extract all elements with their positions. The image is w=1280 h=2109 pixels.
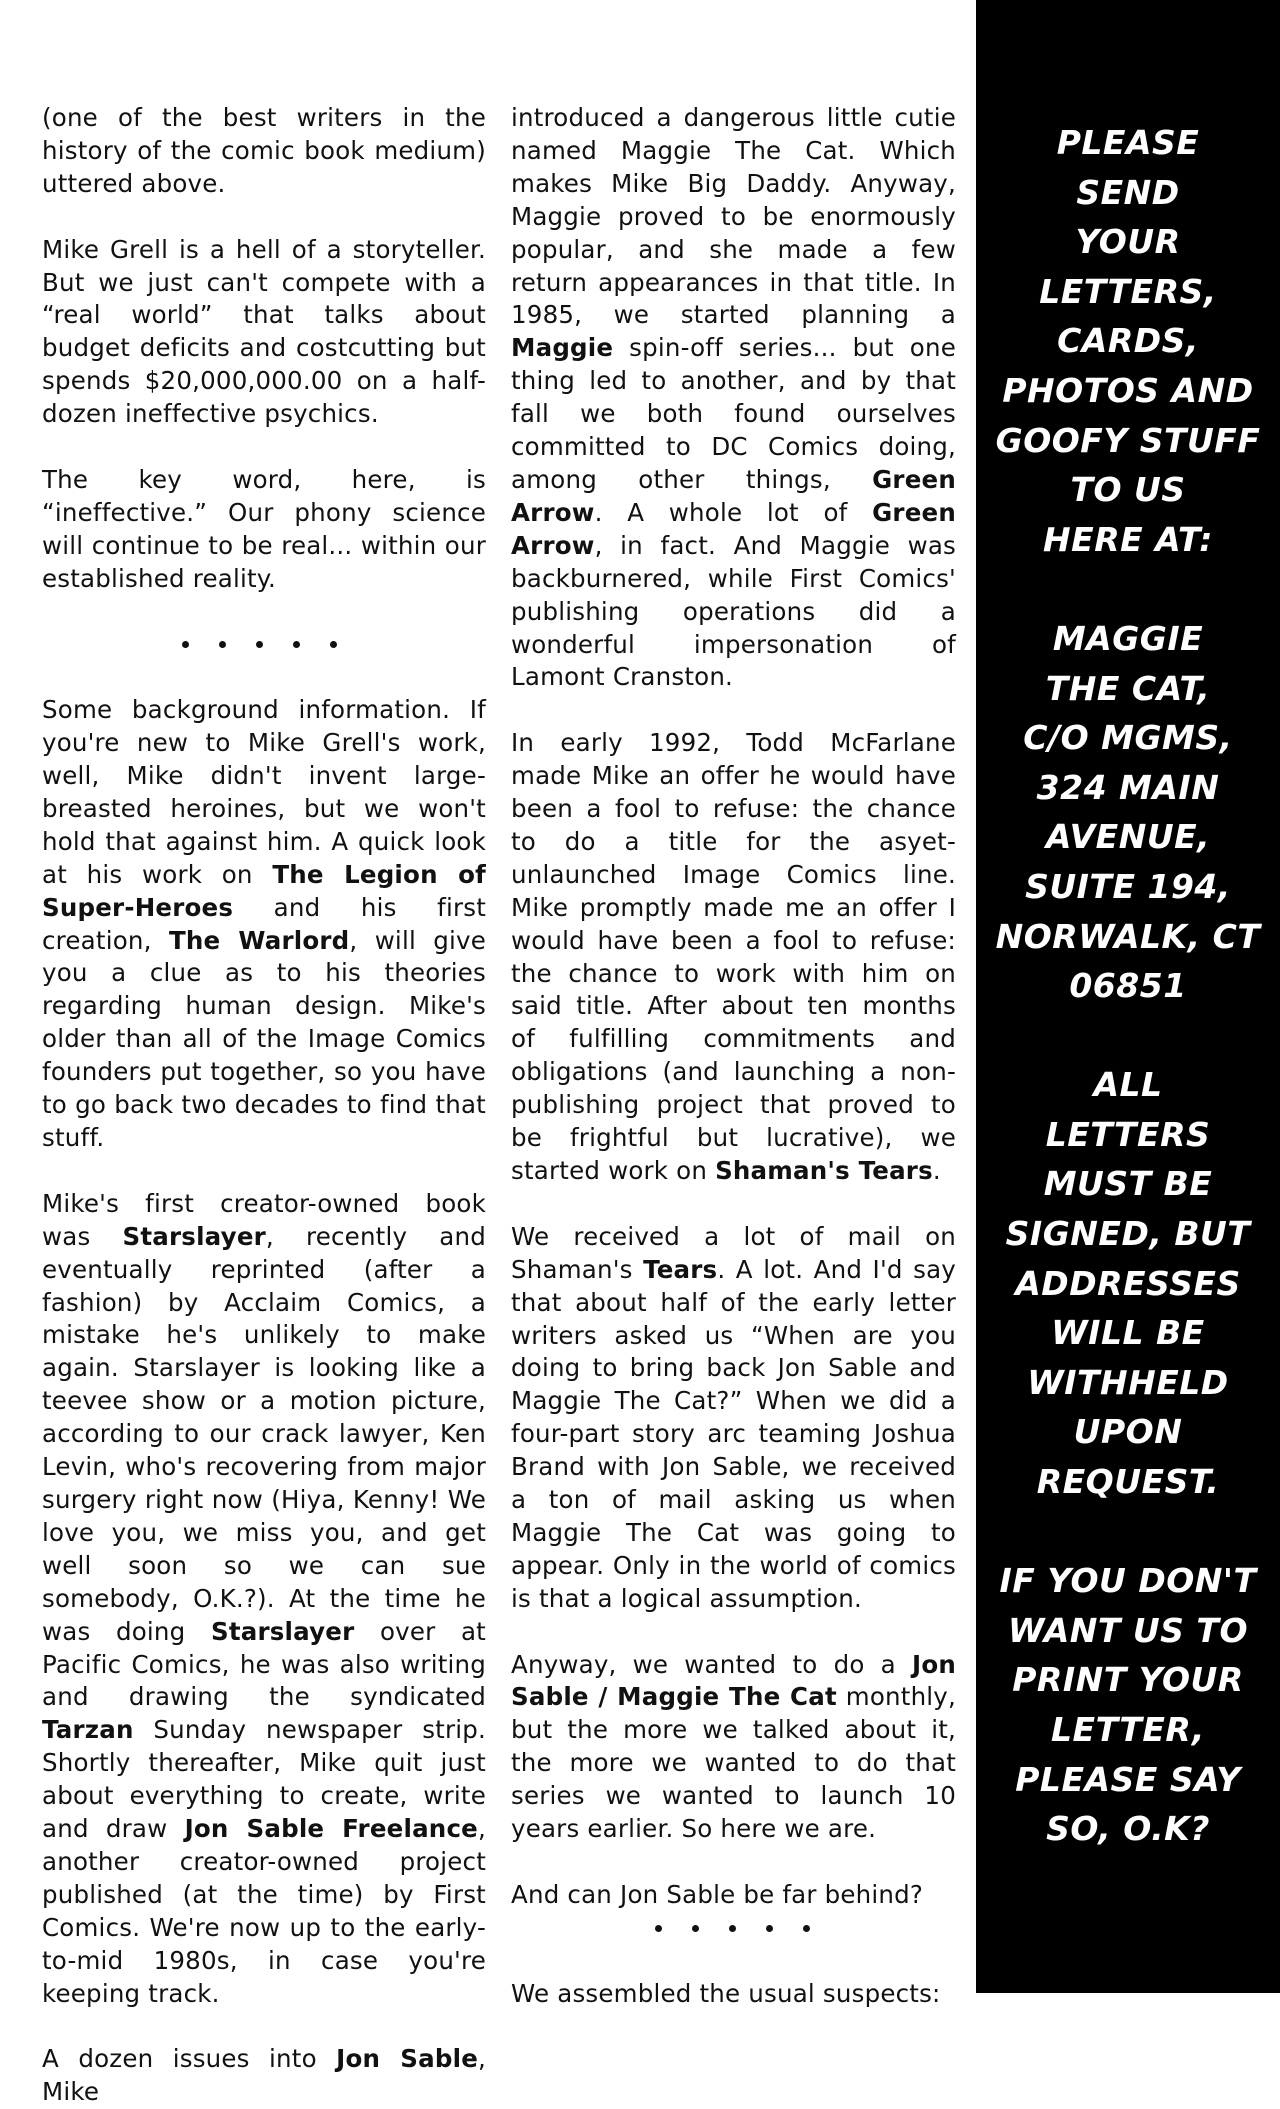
sidebar-text bbox=[976, 118, 1280, 1903]
sidebar-block-rules bbox=[976, 1060, 1280, 1506]
sidebar-line: PHOTOS AND bbox=[1002, 370, 1254, 410]
paragraph: Mike's first creator-owned book was Starslayer, recently and eventually reprinted (after a fashion) by Acclaim Comics, a mistake he's unlikely to make again. Starslayer is looking like a teevee show or a motion picture, according to our crack lawyer, Ken Levin, who's recovering from major surgery right now (Hiya, Kenny! We love you, we miss you, and get well soon so we can sue somebody, O.K.?). At the time he was doing Starslayer over at Pacific Comics, he was also writing and drawing the syndicated Tarzan Sunday newspaper strip. Shortly thereafter, Mike quit just about everything to create, write and draw Jon Sable Freelance, another creator-owned project published (at the time) by First Comics. We're now up to the early-to-mid 1980s, in case you're keeping track. bbox=[42, 1188, 486, 2008]
sidebar-line: PLEASE SAY bbox=[1015, 1759, 1241, 1799]
paragraph: Mike Grell is a hell of a storyteller. But we just can't compete with a “real world” that talks about budget deficits and costcutting but spends $20,000,000.00 on a half-dozen ineffective psychics. bbox=[42, 234, 486, 429]
sidebar-line: C/O MGMS, bbox=[1023, 718, 1233, 758]
sidebar-line: MUST BE bbox=[1043, 1164, 1213, 1204]
sidebar-line: 324 MAIN bbox=[1036, 767, 1220, 807]
sidebar-line: ADDRESSES bbox=[1015, 1263, 1241, 1303]
sidebar-line: SUITE 194, bbox=[1025, 866, 1231, 906]
sidebar-line: MAGGIE bbox=[1052, 618, 1204, 658]
paragraph: introduced a dangerous little cutie named Maggie The Cat. Which makes Mike Big Daddy. Anyway, Maggie proved to be enormously popular, and she made a few return appearances in that title. In 1985, we started planning a Maggie spin-off series... but one thing led to another, and by that fall we both found ourselves committed to DC Comics doing, among other things, Green Arrow. A whole lot of Green Arrow, in fact. And Maggie was backburnered, while First Comics' publishing operations did a wonderful impersonation of Lamont Cranston. bbox=[511, 103, 956, 692]
sidebar-line: LETTER, bbox=[1051, 1710, 1205, 1749]
paragraph: Some background information. If you're new to Mike Grell's work, well, Mike didn't invent large-breasted heroines, but we won't hold that against him. A quick look at his work on The Legion of Super-Heroes and his first creation, The Warlord, will give you a clue as to his theories regarding human design. Mike's older than all of the Image Comics founders put together, so you have to go back two decades to find that stuff. bbox=[42, 695, 486, 1153]
sidebar-line: IF YOU DON'T bbox=[999, 1561, 1257, 1601]
letters-sidebar bbox=[976, 0, 1280, 1993]
sidebar-line: TO US bbox=[1070, 470, 1186, 510]
sidebar-line: AVENUE, bbox=[1045, 817, 1211, 857]
sidebar-line: ALL bbox=[1093, 1065, 1163, 1105]
paragraph: A dozen issues into Jon Sable, Mike bbox=[42, 2044, 487, 2107]
sidebar-line: WITHHELD bbox=[1027, 1362, 1229, 1402]
sidebar-line: LETTERS bbox=[1045, 1114, 1211, 1154]
paragraph: (one of the best writers in the history of the comic book medium) uttered above. bbox=[42, 103, 486, 198]
sidebar-line: 06851 bbox=[1069, 966, 1187, 1006]
sidebar-line: YOUR bbox=[1075, 222, 1181, 262]
sidebar-line: SO, O.K? bbox=[1046, 1809, 1210, 1849]
sidebar-line: CARDS, bbox=[1057, 321, 1199, 361]
section-divider bbox=[42, 628, 486, 661]
sidebar-line: WANT US TO bbox=[1008, 1610, 1248, 1650]
sidebar-block-request bbox=[976, 118, 1280, 564]
sidebar-line: PLEASE bbox=[1056, 123, 1200, 162]
left-column bbox=[42, 102, 486, 2109]
sidebar-line: UPON bbox=[1073, 1412, 1183, 1452]
sidebar-block-address bbox=[976, 614, 1280, 1011]
sidebar-line: NORWALK, CT bbox=[995, 916, 1261, 956]
paragraph: And can Jon Sable be far behind? bbox=[511, 1879, 924, 1909]
sidebar-line: REQUEST. bbox=[1036, 1462, 1220, 1502]
middle-column bbox=[511, 102, 956, 2010]
sidebar-line: GOOFY STUFF bbox=[995, 420, 1261, 460]
paragraph: The key word, here, is “ineffective.” Our phony science will continue to be real... within our established reality. bbox=[42, 464, 486, 593]
sidebar-line: HERE AT: bbox=[1043, 519, 1213, 559]
sidebar-line: THE CAT, bbox=[1045, 668, 1211, 708]
section-divider bbox=[511, 1912, 956, 1945]
sidebar-line: SIGNED, BUT bbox=[1005, 1214, 1251, 1254]
paragraph: We assembled the usual suspects: bbox=[511, 1978, 941, 2008]
sidebar-block-privacy bbox=[976, 1556, 1280, 1854]
sidebar-line: SEND bbox=[1076, 172, 1180, 212]
sidebar-line: WILL BE bbox=[1051, 1313, 1205, 1353]
sidebar-line: PRINT YOUR bbox=[1012, 1660, 1244, 1700]
paragraph: In early 1992, Todd McFarlane made Mike an offer he would have been a fool to refuse: the chance to do a title for the asyet-unlaunched Image Comics line. Mike promptly made me an offer I would have been a fool to refuse: the chance to work with him on said title. After about ten months of fulfilling commitments and obligations (and launching a non-publishing project that proved to be frightful but lucrative), we started work on Shaman's Tears. bbox=[511, 728, 956, 1185]
sidebar-line: LETTERS, bbox=[1039, 271, 1217, 311]
paragraph: We received a lot of mail on Shaman's Tears. A lot. And I'd say that about half of the early letter writers asked us “When are you doing to bring back Jon Sable and Maggie The Cat?” When we did a four-part story arc teaming Joshua Brand with Jon Sable, we received a ton of mail asking us when Maggie The Cat was going to appear. Only in the world of comics is that a logical assumption. bbox=[511, 1221, 956, 1613]
paragraph: Anyway, we wanted to do a Jon Sable / Maggie The Cat monthly, but the more we talked about it, the more we wanted to do that series we wanted to launch 10 years earlier. So here we are. bbox=[511, 1649, 956, 1844]
